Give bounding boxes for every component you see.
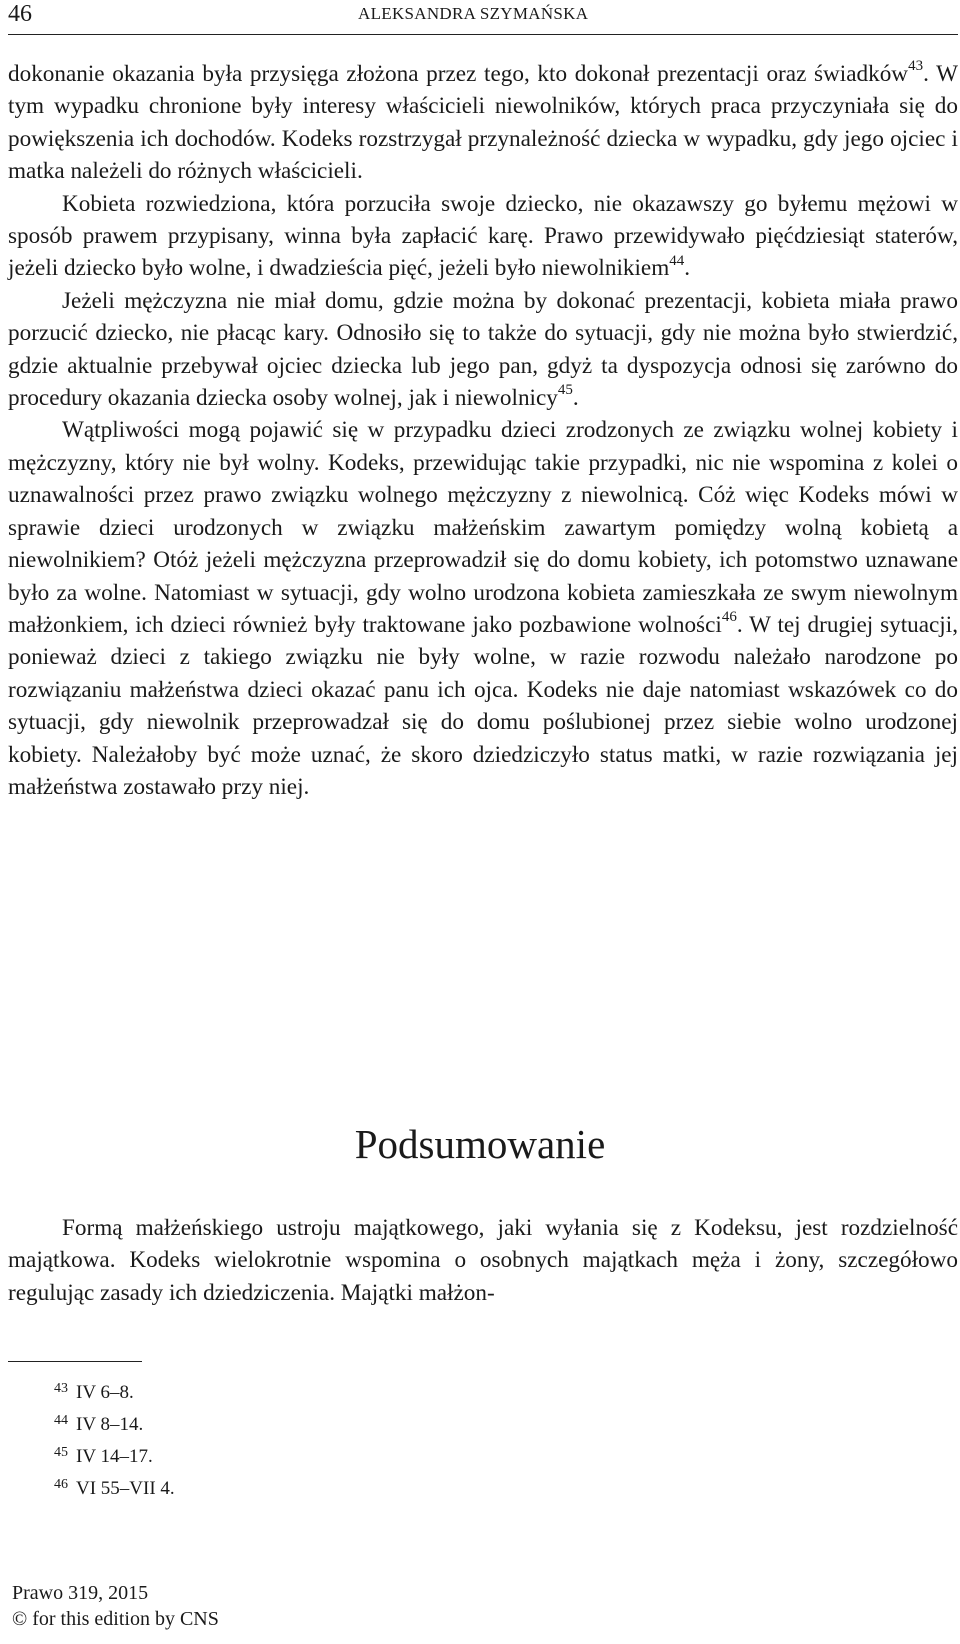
footnote-number: 46 (54, 1477, 68, 1492)
footnote-number: 44 (54, 1413, 68, 1428)
footnote-item (54, 1442, 175, 1474)
footnote-text: IV 6–8. (76, 1382, 134, 1403)
footnote-item (54, 1378, 175, 1410)
footer-copyright: © for this edition by CNS (12, 1608, 219, 1630)
footnotes (54, 1378, 175, 1506)
footnote-reference: 46 (721, 609, 737, 626)
footnote-number: 43 (54, 1381, 68, 1396)
paragraph-text: Kobieta rozwiedziona, która porzuciła swoje dziecko, nie okazawszy go byłemu mężowi w sposób prawem przypisany, winna była zapłacić karę. Prawo przewidywało pięćdziesiąt staterów, jeżeli dziecko było wolne, i dwadzieścia pięć, jeżeli było niewolnikiem (8, 190, 958, 282)
paragraph-text: Wątpliwości mogą pojawić się w przypadku dzieci zrodzonych ze związku wolnej kobiety i mężczyzny, który nie był wolny. Kodeks, przewidując takie przypadki, nic nie wspomina z kolei o uznawalności przez prawo związku wolnego mężczyzny z niewolnicą. Cóż więc Kodeks mówi w sprawie dzieci urodzonych w związku małżeńskim zawartym pomiędzy wolną kobietą a niewolnikiem? Otóż jeżeli mężczyzna przeprowadził się do domu kobiety, ich potomstwo uznawane było za wolne. Natomiast w sytuacji, gdy wolno urodzona kobieta zamieszkała ze swym niewolnym małżonkiem, ich dzieci również były traktowane jako pozbawione wolności (8, 417, 958, 638)
paragraph-text: Jeżeli mężczyzna nie miał domu, gdzie można by dokonać prezentacji, kobieta miała prawo porzucić dziecko, nie płacąc kary. Odnosiło się to także do sytuacji, gdy nie można było stwierdzić, gdzie aktualnie przebywał ojciec dziecka lub jego pan, gdyż ta dyspozycja odnosi się zarówno do procedury okazania dziecka osoby wolnej, jak i niewolnicy (8, 287, 958, 412)
paragraph-text: . W tej drugiej sytuacji, ponieważ dzieci z takiego związku nie były wolne, w razie rozwodu należało narodzone po rozwiązaniu małżeństwa dzieci okazać panu ich ojca. Kodeks nie daje natomiast wskazówek co do sytuacji, gdy niewolnik przeprowadzał się do domu poślubionej przez siebie wolno urodzonej kobiety. Należałoby być może uznać, że skoro dziedziczyło status matki, w razie rozwiązania jej małżeństwa zostawało przy niej. (8, 611, 958, 800)
footnote-reference: 44 (669, 252, 685, 269)
footer-journal: Prawo 319, 2015 (12, 1582, 149, 1604)
footnote-text: IV 14–17. (76, 1446, 153, 1467)
footnote-text: IV 8–14. (76, 1414, 144, 1435)
section-title: Podsumowanie (354, 1121, 606, 1167)
paragraph-text: . (684, 255, 691, 282)
body-paragraph (8, 188, 958, 285)
footnote-number: 45 (54, 1445, 68, 1460)
footnote-reference: 45 (557, 382, 573, 399)
body-paragraph (8, 285, 958, 415)
running-head-author: ALEKSANDRA SZYMAŃSKA (358, 4, 589, 23)
footnote-reference: 43 (908, 58, 924, 75)
paragraph-text: dokonanie okazania była przysięga złożona przez tego, kto dokonał prezentacji oraz świadków (8, 61, 909, 87)
summary-paragraph: Formą małżeńskiego ustroju majątkowego, jaki wyłania się z Kodeksu, jest rozdzielność majątkowa. Kodeks wielokrotnie wspomina o osobnych majątkach męża i żony, szczegółowo regulując zasady ich dziedziczenia. Majątki małżon- (8, 1215, 958, 1306)
paragraph-text: . W tym wypadku chronione były interesy właścicieli niewolników, których praca przyczyniała się do powiększenia ich dochodów. Kodeks rozstrzygał przynależność dziecka w wypadku, gdy jego ojciec i matka należeli do różnych właścicieli. (8, 61, 958, 185)
footnote-item (54, 1474, 175, 1506)
page-footer (12, 1580, 219, 1632)
paragraph-text: . (572, 385, 579, 412)
page-number: 46 (8, 1, 32, 27)
body-paragraph (8, 414, 958, 803)
footnote-item (54, 1410, 175, 1442)
footnote-divider (8, 1361, 142, 1362)
summary-text (8, 1212, 958, 1309)
body-paragraph (8, 58, 958, 188)
footnote-text: VI 55–VII 4. (76, 1478, 175, 1499)
page-header (8, 0, 958, 35)
body-text (8, 58, 958, 803)
